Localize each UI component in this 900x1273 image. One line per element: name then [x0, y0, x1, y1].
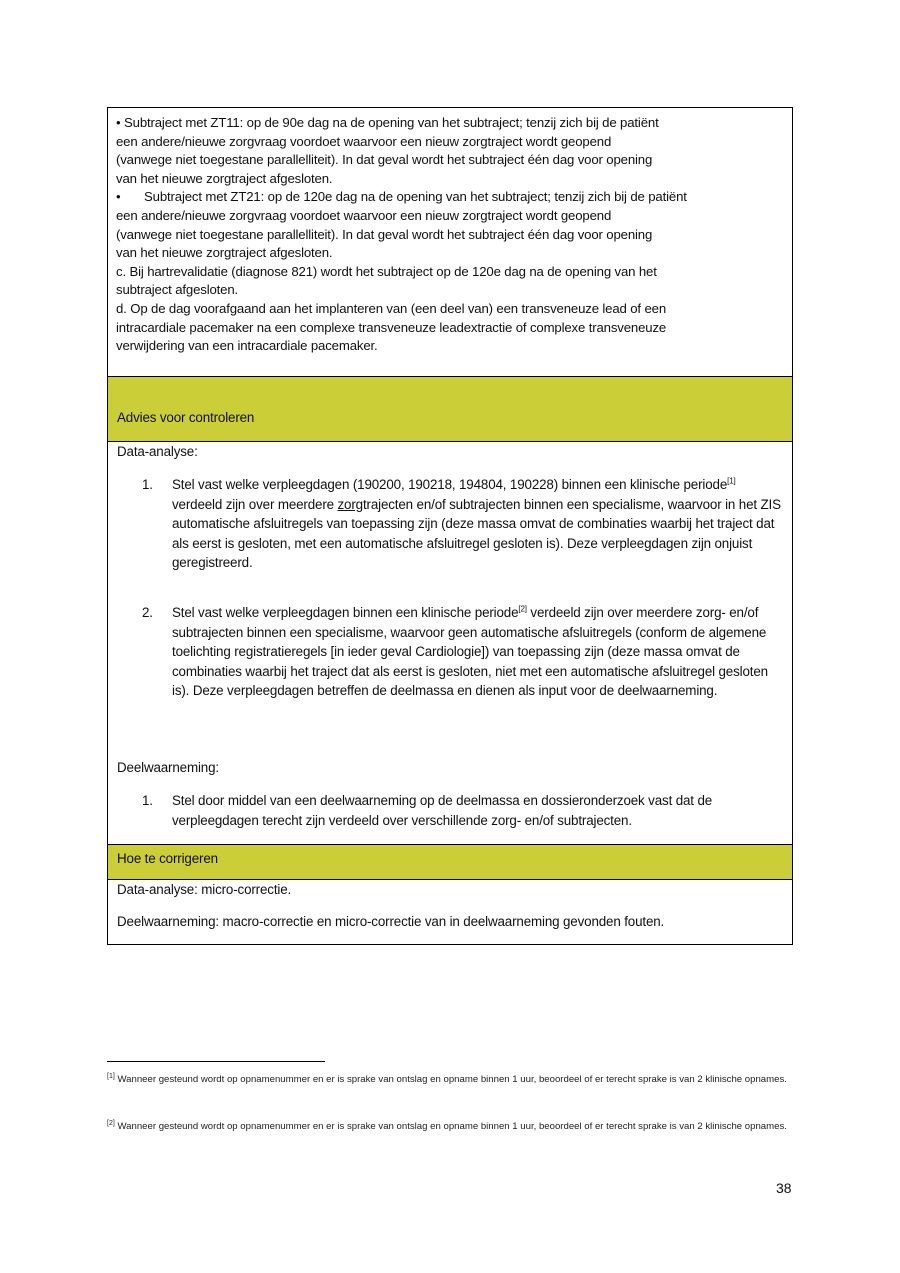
footnote-ref[interactable]: [2] [518, 604, 527, 614]
intro-line: • Subtraject met ZT21: op de 120e dag na de opening van het subtraject; tenzij zich bij de patiënt [116, 188, 784, 207]
intro-line: van het nieuwe zorgtraject afgesloten. [116, 245, 333, 261]
list-text: Stel door middel van een deelwaarneming op de deelmassa en dossieronderzoek vast dat de verpleegdagen terecht zijn verdeeld over verschillende zorg- en/of subtrajecten. [172, 793, 713, 828]
correct-header-cell [108, 845, 792, 880]
list-text: Stel vast welke verpleegdagen binnen een klinische periode[2] verdeeld zijn over meerdere zorg- en/of subtrajecten binnen een specialisme, waarvoor geen automatische afsluitregels (conform de algemene toelichting registratieregels [in ieder geval Cardiologie]) van toepassing zijn (deze massa omvat de combinaties waarbij het traject dat als eerst is gesloten, niet met een automatische afsluitregel gesloten is). Deze verpleegdagen betreffen de deelmassa en dienen als input voor de deelwaarneming. [172, 604, 768, 698]
partial-observation-label: Deelwaarneming: [117, 760, 219, 775]
list-number: 1. [142, 793, 153, 808]
intro-line: (vanwege niet toegestane parallelliteit). In dat geval wordt het subtraject één dag voor opening [116, 226, 653, 242]
page-number: 38 [776, 1180, 792, 1196]
list-number: 1. [142, 477, 153, 492]
intro-line: een andere/nieuwe zorgvraag voordoet waarvoor een nieuw zorgtraject wordt geopend [116, 207, 612, 223]
intro-line: (vanwege niet toegestane parallelliteit). In dat geval wordt het subtraject één dag voor opening [116, 152, 653, 168]
footnote-separator [107, 1061, 325, 1062]
intro-line: verwijdering van een intracardiale pacemaker. [116, 338, 378, 354]
list-item [142, 603, 782, 701]
intro-line: c. Bij hartrevalidatie (diagnose 821) wordt het subtraject op de 120e dag na de opening van het [116, 263, 657, 279]
correct-line: Deelwaarneming: macro-correctie en micro-correctie van in deelwaarneming gevonden fouten. [117, 914, 665, 929]
audit-table [107, 107, 793, 945]
list-item [142, 475, 782, 573]
advice-header: Advies voor controleren [117, 410, 255, 426]
correct-content-cell [108, 880, 792, 944]
footnote-marker: [2] [107, 1119, 115, 1127]
list-text: Stel vast welke verpleegdagen (190200, 190218, 194804, 190228) binnen een klinische periode[1] verdeeld zijn over meerdere zorgtrajecten en/of subtrajecten binnen een specialisme, waarvoor in het ZIS automatische afsluitregels van toepassing zijn (deze massa omvat de combinaties waarbij het traject dat als eerst is gesloten, met een automatische afsluitregel gesloten is). Deze verpleegdagen zijn onjuist geregistreerd. [172, 476, 781, 570]
intro-line: d. Op de dag voorafgaand aan het implanteren van (een deel van) een transveneuze lead of een [116, 300, 667, 316]
advice-content-cell [108, 442, 792, 845]
data-analysis-label: Data-analyse: [117, 444, 198, 459]
closing-rules-cell [108, 108, 792, 377]
footnote: [1] Wanneer gesteund wordt op opnamenummer en er is sprake van ontslag en opname binnen 1 uur, beoordeel of er terecht sprake is van 2 klinische opnames. [107, 1072, 787, 1085]
list-item [142, 791, 782, 830]
intro-line: • Subtraject met ZT11: op de 90e dag na de opening van het subtraject; tenzij zich bij de patiënt [116, 115, 659, 130]
intro-line: subtraject afgesloten. [116, 282, 239, 298]
correct-line: Data-analyse: micro-correctie. [117, 882, 292, 897]
list-number: 2. [142, 605, 153, 620]
intro-line: intracardiale pacemaker na een complexe transveneuze leadextractie of complexe transveneuze [116, 319, 667, 335]
intro-line: van het nieuwe zorgtraject afgesloten. [116, 170, 333, 186]
footnote-marker: [1] [107, 1072, 115, 1080]
footnote: [2] Wanneer gesteund wordt op opnamenummer en er is sprake van ontslag en opname binnen 1 uur, beoordeel of er terecht sprake is van 2 klinische opnames. [107, 1119, 787, 1132]
intro-line: een andere/nieuwe zorgvraag voordoet waarvoor een nieuw zorgtraject wordt geopend [116, 133, 612, 149]
footnote-ref[interactable]: [1] [727, 476, 736, 486]
advice-header-cell [108, 377, 792, 442]
bullet-icon: • [116, 189, 121, 205]
correct-header: Hoe te corrigeren [117, 851, 218, 866]
